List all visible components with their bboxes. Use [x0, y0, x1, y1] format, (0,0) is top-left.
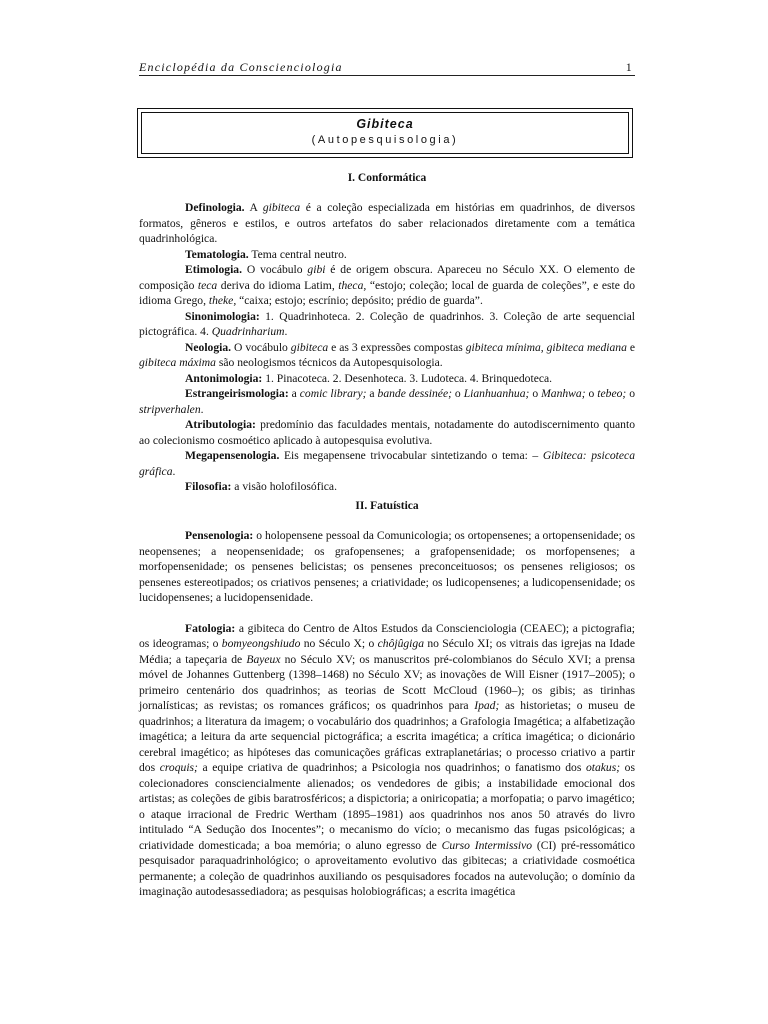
paragraph-definologia: Definologia. A gibiteca é a coleção especializada em histórias em quadrinhos, de diversos formatos, gêneros e estilos, e outros artefatos do saber relacionados diretamente com a temática quadrinhológica. — [139, 201, 636, 245]
section-title-conformatica: I. Conformática — [347, 172, 427, 184]
label-definologia: Definologia. — [185, 201, 245, 214]
label-tematologia: Tematologia. — [185, 247, 249, 261]
paragraph-estrangeirismologia: Estrangeirismologia: a comic library; a bande dessinée; o Lianhuanhua; o Manhwa; o tebeo; o stripverhalen. — [139, 387, 636, 416]
label-antonimologia: Antonimologia: — [185, 371, 263, 385]
running-title: Enciclopédia da Conscienciologia — [139, 60, 343, 74]
entry-title-box — [137, 108, 633, 158]
label-megapensenologia: Megapensenologia. — [185, 449, 280, 462]
label-estrangeirismologia: Estrangeirismologia: — [185, 387, 289, 400]
paragraph-fatologia: Fatologia: a gibiteca do Centro de Altos Estudos da Conscienciologia (CEAEC); a pictografia; os ideogramas; o bomyeongshiudo no Século X; o chôjûgiga no Século XI; os vitrais das igrejas na Idade Média; a tapeçaria de Bayeux no Século XV; os manuscritos pré-colombianos do Século XVI; a prensa móvel de Johannes Guttenberg (1398–1468) no Século XV; as inovações de Will Eisner (1917–2005); o primeiro centenário dos quadrinhos; as teorias de Scott McCloud (1960–); os gibis; as tirinhas jornalísticas; as revistas; os romances gráficos; os quadrinhos para Ipad; as historietas; o museu de quadrinhos; a literatura da imagem; o vocabulário dos quadrinhos; a Grafologia Imagética; a alfabetização imagética; a leitura da arte sequencial pictográfica; a escrita imagética; a crítica imagética; o dicionário cerebral imagético; as hipóteses das comunicações gráficas extraplanetárias; o processo criativo a partir dos croquis; a equipe criativa de quadrinhos; a Psicologia nos quadrinhos; o fanatismo dos otakus; os colecionadores consciencialmente alienados; os vendedores de gibis; a instabilidade emocional dos artistas; as coleções de gibis baratrosféricos; a dispictoria; a oniricopatia; a morfopatia; o parvo imagético; o ataque irracional de Fredric Wertham (1895–1981) aos quadrinhos nos anos 50 através do livro intitulado “A Sedução dos Inocentes”; o mecanismo do vício; o mecanismo das fugas psicológicas; a criatividade domesticada; a boa memória; o aluno egresso de Curso Intermissivo (CI) pré-ressomático pesquisador paraquadrinhológico; o aproveitamento evolutivo das gibitecas; a criatividade cosmoética permanente; a coleção de quadrinhos auxiliando os pesquisadores focados na autevolução; o domínio da imaginação autodesassediadora; as pesquisas holobiográficas; a escrita imagética — [139, 621, 636, 898]
page-number: 1 — [625, 60, 633, 74]
paragraph-antonimologia: Antonimologia: 1. Pinacoteca. 2. Desenhoteca. 3. Ludoteca. 4. Brinquedoteca. — [185, 371, 553, 385]
header-rule — [139, 75, 635, 76]
paragraph-neologia: Neologia. O vocábulo gibiteca e as 3 expressões compostas gibiteca mínima, gibiteca mediana e gibiteca máxima são neologismos técnicos da Autopesquisologia. — [139, 340, 635, 369]
entry-specialty: (Autopesquisologia) — [311, 134, 459, 146]
label-neologia: Neologia. — [185, 340, 232, 354]
section-title-fatuistica: II. Fatuística — [355, 500, 419, 512]
label-sinonimologia: Sinonimologia: — [185, 309, 260, 323]
paragraph-sinonimologia: Sinonimologia: 1. Quadrinhoteca. 2. Coleção de quadrinhos. 3. Coleção de arte sequencial pictográfica. 4. Quadrinharium. — [139, 309, 635, 338]
paragraph-pensenologia: Pensenologia: o holopensene pessoal da Comunicologia; os ortopensenes; a ortopensenidade; os neopensenes; a neopensenidade; os grafopensenes; a grafopensenidade; os morfopensenes; a morfopensenidade; os pensenes belicistas; os pensenes preconceituosos; os pensenes religiosos; os pensenes estereotipados; os criativos pensenes; a criatividade; os ludicopensenes; a ludicopensenidade; os lucidopensenes; a lucidopensenidade. — [139, 529, 635, 604]
paragraph-atributologia: Atributologia: predomínio das faculdades mentais, notadamente do autodiscernimento quanto ao colecionismo cosmoético aplicado à autopesquisa evolutiva. — [139, 418, 635, 447]
running-header — [139, 58, 635, 76]
paragraph-megapensenologia: Megapensenologia. Eis megapensene trivocabular sintetizando o tema: – Gibiteca: psicoteca gráfica. — [139, 449, 635, 478]
label-filosofia: Filosofia: — [185, 480, 232, 493]
fatuistica-body — [139, 528, 635, 900]
paragraph-etimologia: Etimologia. O vocábulo gibi é de origem obscura. Apareceu no Século XX. O elemento de composição teca deriva do idioma Latim, theca, “estojo; coleção; local de guarda de coleções”, e este do idioma Grego, theke, “caixa; estojo; escrínio; depósito; prédio de guarda”. — [139, 263, 636, 307]
label-atributologia: Atributologia: — [185, 418, 256, 431]
conformatica-body — [139, 200, 635, 495]
label-etimologia: Etimologia. — [185, 263, 243, 276]
entry-title: Gibiteca — [356, 117, 414, 131]
paragraph-spacer — [139, 606, 635, 621]
paragraph-tematologia: Tematologia. Tema central neutro. — [185, 247, 347, 261]
label-fatologia: Fatologia: — [185, 621, 236, 635]
label-pensenologia: Pensenologia: — [185, 529, 254, 542]
paragraph-filosofia: Filosofia: a visão holofilosófica. — [185, 480, 337, 493]
